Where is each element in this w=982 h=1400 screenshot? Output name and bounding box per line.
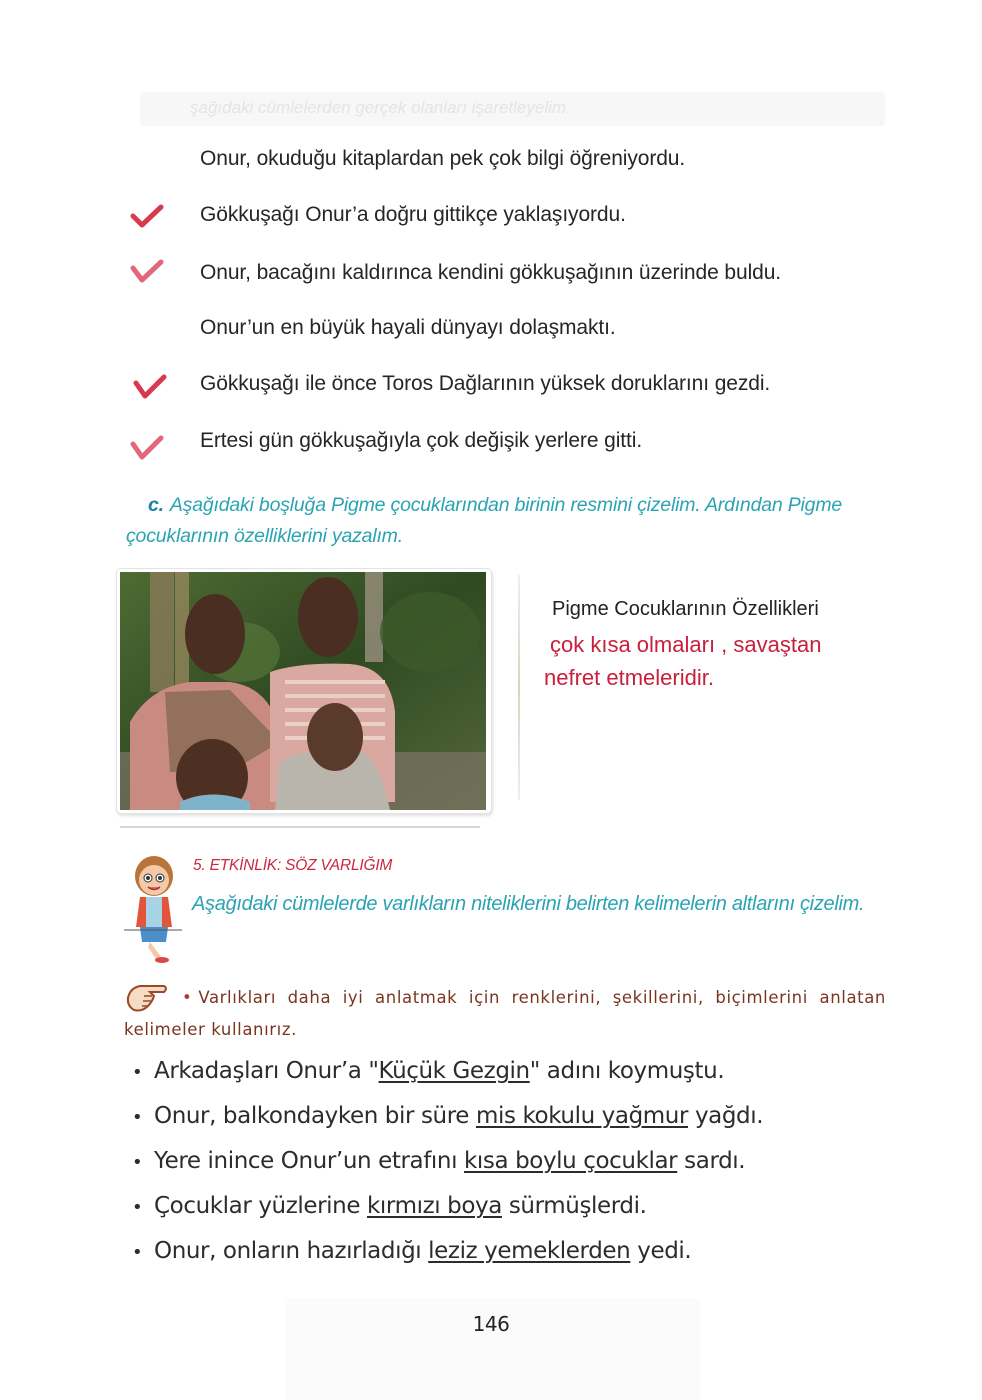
tip-bullet: • (182, 988, 193, 1007)
activity-instruction: Aşağıdaki cümlelerde varlıkların niteliklerini belirten kelimelerin altlarını çizelim. (192, 893, 865, 915)
tip-box (124, 982, 886, 1046)
example-sentence: • Onur, onların hazırladığı leziz yemeklerden yedi. (132, 1238, 692, 1264)
photo-shadow (120, 826, 480, 828)
tip-text: Varlıkları daha iyi anlatmak için renklerini, şekillerini, biçimlerini anlatan kelimeler kullanırız. (124, 988, 886, 1039)
statement-item: Onur, bacağını kaldırınca kendini gökkuşağının üzerinde buldu. (200, 261, 782, 284)
features-answer (544, 628, 884, 694)
underlined-phrase: Küçük Gezgin (378, 1058, 530, 1084)
answer-line-1: çok kısa olmaları , savaştan (550, 632, 822, 657)
checkmark-icon (133, 373, 167, 401)
underlined-phrase: kısa boylu çocuklar (463, 1148, 678, 1174)
photo-illustration (120, 572, 486, 810)
checkmark-icon (130, 434, 164, 462)
faded-header-banner (140, 92, 885, 126)
underlined-phrase: kırmızı boya (367, 1193, 502, 1219)
task-c-instruction (126, 490, 896, 552)
example-sentence: • Onur, balkondayken bir süre mis kokulu yağmur yağdı. (132, 1103, 764, 1129)
faded-header-text: şağıdaki cümlelerden gerçek olanları işaretleyelim. (190, 98, 571, 117)
task-c-text: Aşağıdaki boşluğa Pigme çocuklarından birinin resmini çizelim. Ardından Pigme çocuklarının özelliklerini yazalım. (126, 494, 843, 547)
statement-item: Gökkuşağı ile önce Toros Dağlarının yüksek doruklarını gezdi. (200, 372, 771, 395)
activity-title: 5. ETKİNLİK: SÖZ VARLIĞIM (193, 857, 393, 874)
example-sentence: • Yere inince Onur’un etrafını kısa boylu çocuklar sardı. (132, 1148, 746, 1174)
answer-line-2: nefret etmeleridir. (544, 665, 714, 690)
page-number: 146 (472, 1312, 510, 1336)
checkmark-icon (130, 203, 164, 231)
checkmark-icon (130, 258, 164, 286)
vertical-divider (518, 575, 520, 800)
statement-item: Onur’un en büyük hayali dünyayı dolaşmaktı. (200, 316, 616, 339)
features-heading: Pigme Cocuklarının Özellikleri (552, 598, 819, 620)
example-sentence: • Arkadaşları Onur’a "Küçük Gezgin" adını koymuştu. (132, 1058, 725, 1084)
task-letter: c. (148, 494, 164, 516)
statement-item: Gökkuşağı Onur’a doğru gittikçe yaklaşıyordu. (200, 203, 626, 226)
underlined-phrase: leziz yemeklerden (428, 1238, 631, 1264)
boy-character-icon (122, 852, 188, 964)
statement-item: Ertesi gün gökkuşağıyla çok değişik yerlere gitti. (200, 429, 643, 452)
underlined-phrase: mis kokulu yağmur (475, 1103, 689, 1129)
statement-item: Onur, okuduğu kitaplardan pek çok bilgi öğreniyordu. (200, 147, 686, 170)
pygmy-children-photo (120, 572, 486, 810)
example-sentence: • Çocuklar yüzlerine kırmızı boya sürmüşlerdi. (132, 1193, 647, 1219)
